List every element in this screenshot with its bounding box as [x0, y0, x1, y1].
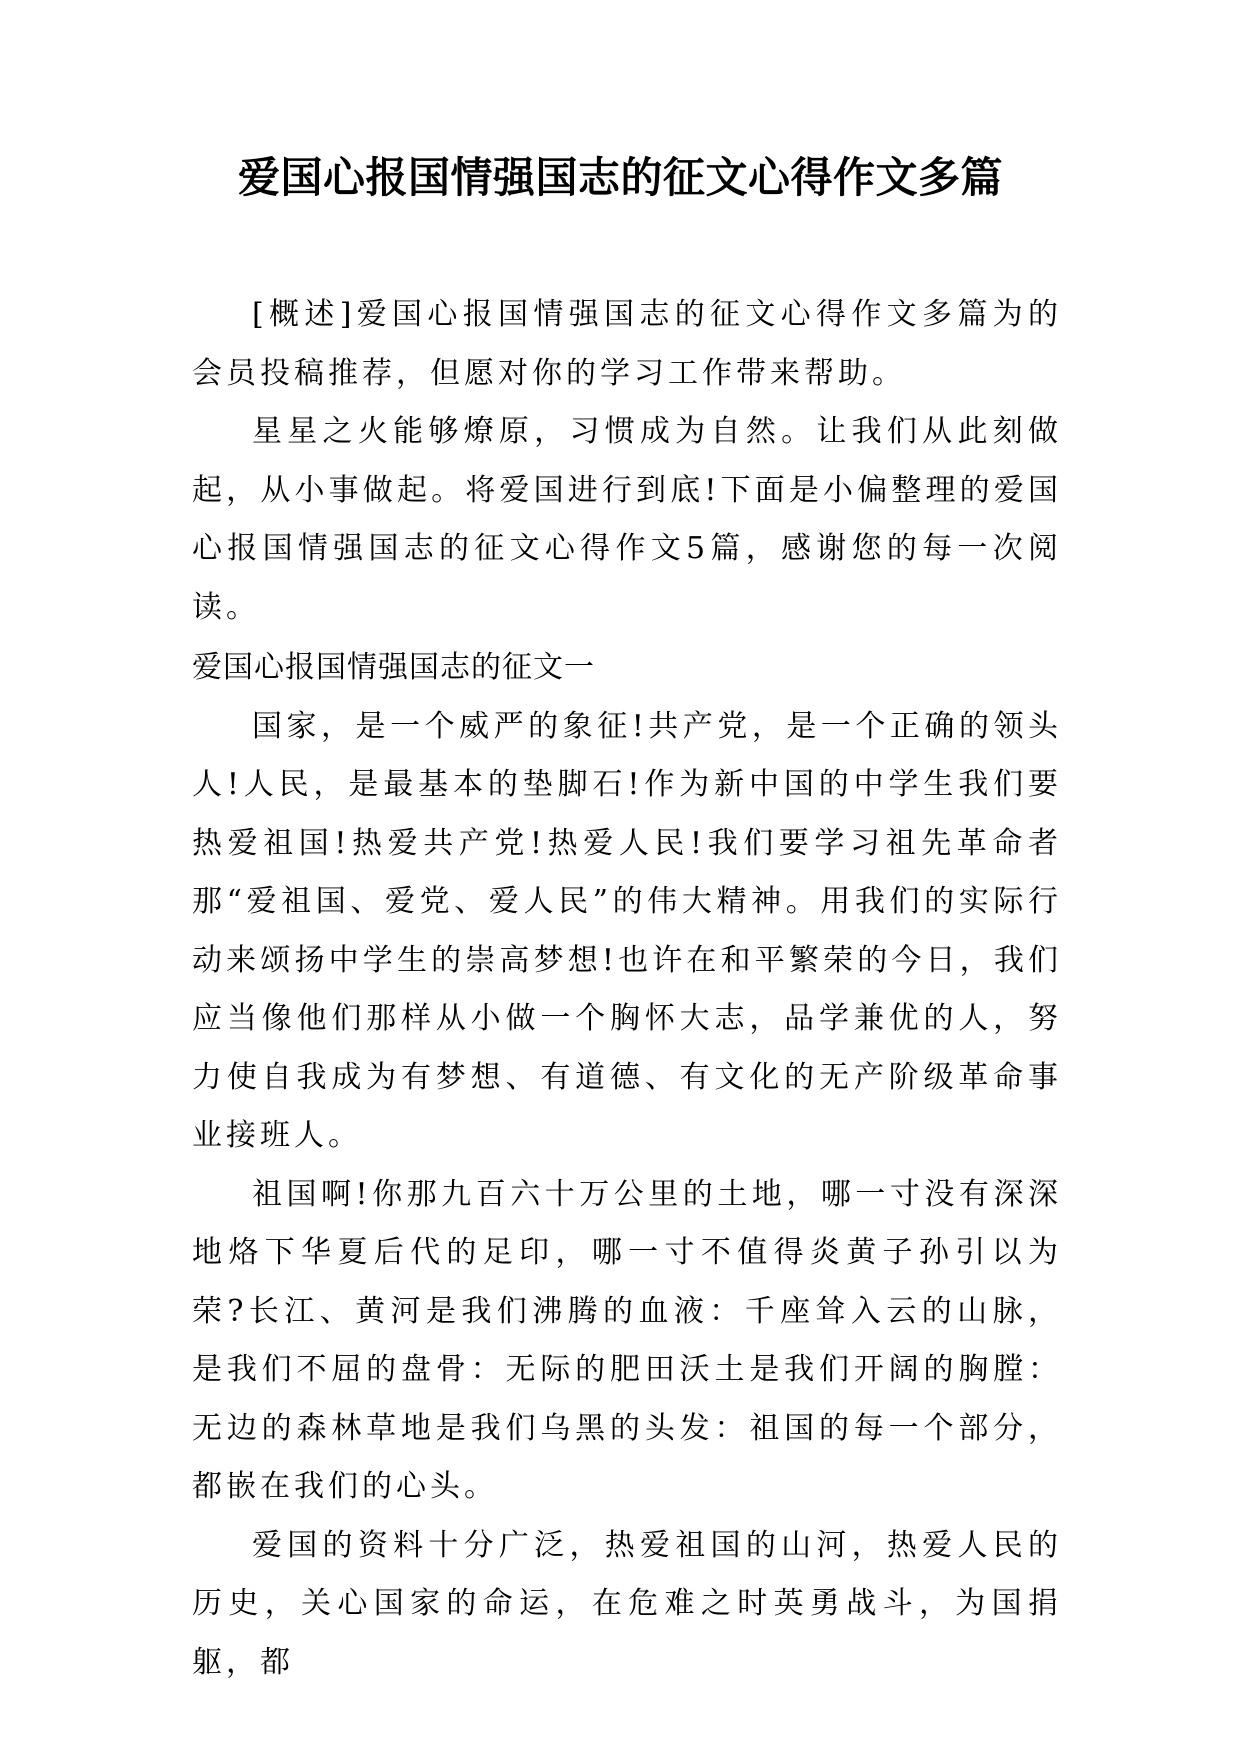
essay-paragraph: 国家，是一个威严的象征!共产党，是一个正确的领头人!人民，是最基本的垫脚石!作为新中国的中学生我们要热爱祖国!热爱共产党!热爱人民!我们要学习祖先革命者那“爱祖国、爱党、爱人民”的伟大精神。用我们的实际行动来颂扬中学生的崇高梦想!也许在和平繁荣的今日，我们应当像他们那样从小做一个胸怀大志，品学兼优的人，努力使自我成为有梦想、有道德、有文化的无产阶级革命事业接班人。: [192, 708, 1062, 1153]
intro-lead-paragraph: 星星之火能够燎原，习惯成为自然。让我们从此刻做起，从小事做起。将爱国进行到底!下面是小偏整理的爱国心报国情强国志的征文心得作文5篇，感谢您的每一次阅读。: [192, 414, 1062, 625]
intro-summary-paragraph: [概述]爱国心报国情强国志的征文心得作文多篇为的会员投稿推荐，但愿对你的学习工作带来帮助。: [192, 297, 1062, 391]
essay-paragraph: 爱国的资料十分广泛，热爱祖国的山河，热爱人民的历史，关心国家的命运，在危难之时英勇战斗，为国捐躯，都: [192, 1527, 1062, 1680]
essay-section: [192, 639, 1062, 1692]
essay-paragraph: 祖国啊!你那九百六十万公里的土地，哪一寸没有深深地烙下华夏后代的足印，哪一寸不值得炎黄子孙引以为荣?长江、黄河是我们沸腾的血液：千座耸入云的山脉，是我们不屈的盘骨：无际的肥田沃土是我们开阔的胸膛：无边的森林草地是我们乌黑的头发：祖国的每一个部分，都嵌在我们的心头。: [192, 1176, 1062, 1504]
intro-section: [192, 286, 1062, 637]
section-heading: 爱国心报国情强国志的征文一: [192, 650, 595, 685]
document-title: 爱国心报国情强国志的征文心得作文多篇: [237, 153, 1003, 202]
